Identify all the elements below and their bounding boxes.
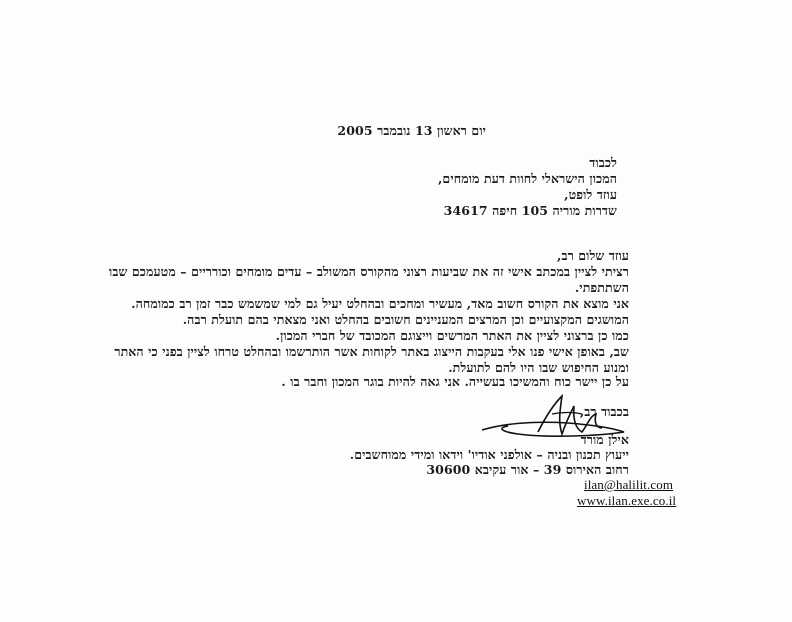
signer-name: אילן מורד bbox=[580, 432, 629, 447]
body-line-7: ומנוע החיפוש שבו היו להם לתועלת. bbox=[448, 360, 629, 375]
recipient-line-1: לכבוד bbox=[589, 155, 617, 170]
body-line-2: השתתפתי. bbox=[574, 280, 629, 295]
body-line-1: רציתי לציין במכתב אישי זה את שביעות רצוני מהקורס המשולב – עדים מומחים וכורריים – מטעמכם שבו bbox=[109, 264, 629, 279]
sign-off: בכבוד רב, bbox=[579, 404, 629, 419]
recipient-line-3: עוזד לופט, bbox=[564, 187, 617, 202]
body-line-5: כמו כן ברצוני לציין את האתר המרשים וייצוגם המכובד של חברי המכון. bbox=[275, 328, 629, 343]
closing-line: על כן יישר כוח והמשיכו בעשייה. אני גאה להיות בוגר המכון וחבר בו . bbox=[281, 374, 629, 389]
signer-email-link[interactable]: ilan@halilit.com bbox=[584, 477, 674, 492]
signer-address: רחוב האירוס 39 – אור עקיבא 30600 bbox=[426, 462, 629, 477]
signer-website-link[interactable]: www.ilan.exe.co.il bbox=[577, 493, 677, 508]
letter-date: יום ראשון 13 נובמבר 2005 bbox=[337, 123, 486, 138]
recipient-line-4: שדרות מוריה 105 חיפה 34617 bbox=[443, 203, 617, 218]
body-line-6: שב, באופן אישי פנו אלי בעקבות הייצוג באתר לקוחות אשר הותרשמו ובהחלט טרחו לציין בפני כי האתר bbox=[114, 344, 629, 359]
greeting: עוזד שלום רב, bbox=[557, 248, 629, 263]
signer-title: ייעוץ תכנון ובניה – אולפני אודיו' וידאו ומידי ממוחשבים. bbox=[349, 447, 629, 462]
body-line-3: אני מוצא את הקורס חשוב מאד, מעשיר ומחכים ובהחלט יעיל גם למי שמשמש כבר זמן רב כמומחה. bbox=[131, 296, 629, 311]
recipient-line-2: המכון הישראלי לחוות דעת מומחים, bbox=[437, 171, 617, 186]
body-line-4: המושגים המקצועיים וכן המרצים המעניינים חשובים בהחלט ואני מצאתי בהם תועלת רבה. bbox=[182, 312, 629, 327]
